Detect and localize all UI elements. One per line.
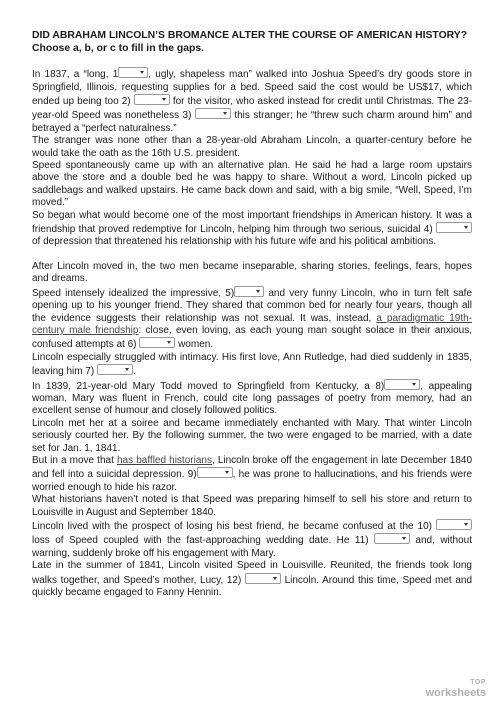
text: Lincoln. Around this time, Speed met and quickly became engaged to Fanny Hennin. [32, 574, 473, 599]
gap-6-dropdown[interactable] [139, 337, 175, 348]
text: , appealing woman, Mary was fluent in French, could cite long passages of poetry from memory, had an excellent sense of humour and closely followed politics. [32, 380, 472, 417]
spacer [32, 249, 472, 261]
paragraph-13 [32, 560, 472, 599]
text: women. [178, 339, 214, 351]
text: and, without warning, suddenly broke off his engagement with Mary. [32, 535, 473, 559]
text: , Lincoln broke off the engagement in late December 1840 and fell into a suicidal depression. 9) [32, 454, 473, 481]
paragraph-2: The stranger was none other than a 28-year-old Abraham Lincoln, a quarter-century before he would take the oath as the 16th U.S. president. [32, 135, 472, 159]
paragraph-3: Speed spontaneously came up with an alternative plan. He said he had a large room upstairs above the store and a double bed he was happy to share. Without a word, Lincoln picked up saddlebags and walked upstairs. He came back down and said, with a big smile, “Well, Speed, I’m moved.” [32, 160, 472, 209]
text: Speed intensely idealized the impressive, 5) [32, 287, 235, 299]
gap-7-dropdown[interactable] [97, 364, 133, 375]
text: : close, even loving, as each young man sought solace in their anxious, confused attempts at 6) [32, 324, 472, 351]
worksheet [32, 30, 472, 599]
gap-9-dropdown[interactable] [197, 467, 233, 478]
topworksheets-logo [425, 679, 486, 699]
text: . [133, 366, 136, 378]
text: Late in the summer of 1841, Lincoln visited Speed in Louisville. Reunited, the friends took long walks together, and Speed’s mother, Lucy, 12) [32, 560, 472, 586]
page-title: DID ABRAHAM LINCOLN’S BROMANCE ALTER THE COURSE OF AMERICAN HISTORY? [32, 30, 468, 41]
paragraph-9: Lincoln met her at a soiree and became immediately enchanted with Mary. That winter Lincoln seriously courted her. By the following summer, the two were engaged to be married, with a date set for Jan. 1, 1841. [32, 417, 472, 454]
article-link[interactable]: has baffled historians [116, 454, 212, 466]
text: So began what would become one of the most important friendships in American history. It was a friendship that proved redemptive for Lincoln, helping him through two serious, suicidal 4) [32, 209, 472, 236]
logo-bottom-text: worksheets [425, 687, 486, 699]
instructions: Choose a, b, or c to fill in the gaps. [32, 42, 205, 54]
text: In 1837, a “long, 1 [32, 69, 119, 81]
gap-3-dropdown[interactable] [195, 108, 231, 119]
gap-4-dropdown[interactable] [436, 222, 472, 233]
text: for the visitor, who asked instead for credit until Christmas. The 23-year-old Speed was nonetheless 3) [32, 96, 472, 122]
gap-1-dropdown[interactable] [118, 67, 148, 78]
text: , ugly, shapeless man” walked into Joshua Speed’s dry goods store in Springfield, Illinois, requesting supplies for a bed. Speed said the cost would be US$17, which ended up being too 2) [32, 69, 472, 107]
text: loss of Speed coupled with the fast-approaching wedding date. He 11) [32, 535, 369, 547]
text: this stranger; he “threw such charm around him” and betrayed a “perfect naturalness.” [32, 110, 473, 134]
text: , he was prone to hallucinations, and his friends were worried enough to hide his razor. [32, 469, 473, 493]
paragraph-4 [32, 210, 472, 249]
text: of depression that threatened his relationship with his future wife and his political ambitions. [32, 236, 437, 248]
paragraph-10 [32, 455, 472, 494]
paragraph-7 [32, 352, 472, 379]
gap-5-dropdown[interactable] [234, 286, 264, 297]
gap-2-dropdown[interactable] [134, 94, 170, 105]
text: Lincoln lived with the prospect of losing his best friend, he became confused at the 10) [32, 521, 432, 532]
gap-11-dropdown[interactable] [374, 533, 410, 544]
gap-12-dropdown[interactable] [245, 573, 281, 584]
text: But in a move that [32, 454, 114, 466]
text: Lincoln especially struggled with intimacy. His first love, Ann Rutledge, had died suddenly in 1835, leaving him 7) [32, 351, 472, 378]
logo-top-text: TOP [470, 679, 486, 686]
article-link[interactable]: a paradigmatic 19th-century male friendship [32, 312, 472, 336]
gap-10-dropdown[interactable] [436, 519, 472, 530]
paragraph-11: What historians haven’t noted is that Speed was preparing himself to sell his store and return to Louisville in August and September 1840. [32, 494, 472, 518]
paragraph-8 [32, 379, 472, 418]
paragraph-6 [32, 286, 472, 352]
paragraph-5: After Lincoln moved in, the two men became inseparable, sharing stories, feelings, fears, hopes and dreams. [32, 260, 472, 285]
paragraph-1 [32, 67, 472, 135]
text: In 1839, 21-year-old Mary Todd moved to Springfield from Kentucky, a 8) [32, 380, 385, 392]
text: and very funny Lincoln, who in turn felt safe opening up to his younger friend. They shared that common bed for nearly four years, though all the evidence suggests their relationship was not sexual. It was, instead, [32, 287, 473, 324]
paragraph-12 [32, 519, 472, 560]
gap-8-dropdown[interactable] [384, 379, 420, 390]
